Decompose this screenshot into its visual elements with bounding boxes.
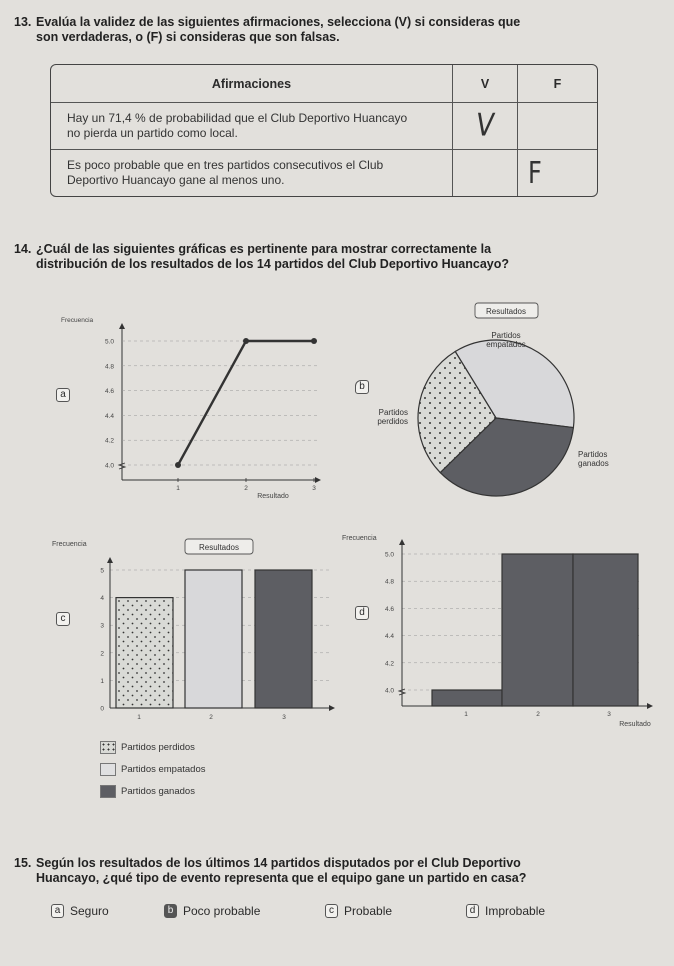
chart-c-bar-perdidos [116, 598, 173, 708]
header-v: V [453, 65, 518, 103]
chart-d-bar [432, 690, 502, 706]
chart-d-ytick-label: 4.8 [384, 578, 394, 586]
table-row [51, 150, 597, 196]
option-c-text: Probable [344, 903, 393, 918]
option-b-label[interactable]: b [355, 380, 369, 394]
question-15-text-line1: Según los resultados de los últimos 14 partidos disputados por el Club Deportivo [36, 856, 521, 870]
statement-cell [51, 150, 453, 196]
chart-c-ytick-label: 0 [100, 705, 104, 713]
chart-d-xtick-label: 1 [464, 711, 468, 718]
legend-empatados-text: Partidos empatados [121, 764, 206, 775]
chart-d-xtick-label: 2 [536, 711, 540, 718]
question-14-text-line1: ¿Cuál de las siguientes gráficas es pertinente para mostrar correctamente la [36, 242, 492, 256]
option-d-label[interactable]: d [355, 606, 369, 620]
statement-line1: Hay un 71,4 % de probabilidad que el Club Deportivo Huancayo [67, 111, 408, 125]
chart-d-ylabel: Frecuencia [342, 535, 377, 542]
chart-c-ytick-label: 5 [100, 567, 104, 575]
chart-a-ytick-label: 4.0 [104, 462, 114, 470]
chart-a-series-line [178, 341, 314, 465]
option-b[interactable] [164, 903, 260, 918]
option-a-text: Seguro [70, 903, 109, 918]
chart-d-bar [573, 554, 638, 706]
chart-b-label-perdidos-1: Partidos [378, 408, 408, 417]
chart-c-ytick-label: 1 [100, 677, 104, 685]
chart-b-label-ganados-2: ganados [578, 459, 609, 468]
option-c-box[interactable]: c [325, 904, 338, 918]
option-b-box-marked[interactable]: b [164, 904, 177, 918]
option-d[interactable] [466, 903, 545, 918]
question-14-number: 14. [14, 242, 32, 256]
chart-c-xtick-label: 1 [137, 714, 141, 721]
handwritten-f-mark: F [528, 155, 542, 191]
chart-a-ytick-label: 5.0 [104, 338, 114, 346]
chart-c-ylabel: Frecuencia [52, 541, 87, 548]
chart-a-ytick-label: 4.2 [104, 437, 114, 445]
chart-a-xtick-label: 1 [176, 485, 180, 492]
v-cell[interactable] [453, 150, 518, 196]
option-d-text: Improbable [485, 903, 546, 918]
chart-d-ytick-label: 4.0 [384, 687, 394, 695]
option-d-box[interactable]: d [466, 904, 479, 918]
question-13 [14, 15, 634, 45]
chart-a-xtick-label: 2 [244, 485, 248, 492]
question-14-text-line2: distribución de los resultados de los 14 partidos del Club Deportivo Huancayo? [36, 257, 509, 271]
chart-b-label-ganados-1: Partidos [578, 450, 608, 459]
question-13-number: 13. [14, 15, 32, 29]
header-f: F [518, 65, 597, 103]
chart-c-bar-ganados [255, 570, 312, 708]
afirmaciones-table [50, 64, 598, 197]
chart-b-label-empatados-2: empatados [486, 340, 526, 349]
option-c-label[interactable]: c [56, 612, 70, 626]
legend-perdidos-text: Partidos perdidos [121, 742, 195, 753]
v-cell[interactable] [453, 103, 518, 150]
question-13-text-line2: son verdaderas, o (F) si consideras que son falsas. [36, 30, 340, 44]
chart-c-ytick-label: 4 [100, 595, 104, 603]
chart-a-xtick-label: 3 [312, 485, 316, 492]
legend-swatch-dark [100, 785, 116, 798]
option-a[interactable] [51, 903, 109, 918]
chart-d-xlabel: Resultado [619, 721, 651, 728]
chart-c-ytick-label: 2 [100, 650, 104, 658]
statement-line2: Deportivo Huancayo gane al menos uno. [67, 173, 285, 187]
statement-cell [51, 103, 453, 150]
chart-c-xtick-label: 3 [282, 714, 286, 721]
question-15 [14, 856, 664, 886]
chart-d-xtick-label: 3 [607, 711, 611, 718]
chart-a-data-point [175, 462, 181, 468]
option-a-label[interactable]: a [56, 388, 70, 402]
f-cell[interactable] [518, 103, 597, 150]
chart-a-xlabel: Resultado [257, 493, 289, 500]
chart-a-ytick-label: 4.6 [104, 388, 114, 396]
chart-c-bar-empatados [185, 570, 242, 708]
option-a-box[interactable]: a [51, 904, 64, 918]
chart-d [342, 532, 662, 742]
chart-a-ylabel: Frecuencia [61, 317, 94, 324]
legend-perdidos [100, 741, 195, 754]
legend-empatados [100, 763, 206, 776]
chart-b-label-empatados-1: Partidos [491, 331, 521, 340]
statement-line2: no pierda un partido como local. [67, 126, 238, 140]
f-cell[interactable] [518, 150, 597, 196]
legend-ganados [100, 785, 195, 798]
statement-line1: Es poco probable que en tres partidos consecutivos el Club [67, 158, 384, 172]
option-c[interactable] [325, 903, 392, 918]
chart-d-ytick-label: 4.6 [384, 605, 394, 613]
legend-ganados-text: Partidos ganados [121, 786, 195, 797]
chart-c-ytick-label: 3 [100, 622, 104, 630]
question-13-text-line1: Evalúa la validez de las siguientes afirmaciones, selecciona (V) si consideras que [36, 15, 521, 29]
chart-a-ytick-label: 4.4 [104, 412, 114, 420]
question-14 [14, 242, 654, 272]
chart-c-xtick-label: 2 [209, 714, 213, 721]
table-row [51, 103, 597, 150]
chart-a-ytick-label: 4.8 [104, 363, 114, 371]
question-15-text-line2: Huancayo, ¿qué tipo de evento representa que el equipo gane un partido en casa? [36, 871, 527, 885]
chart-a-axis-break [119, 463, 125, 469]
chart-a-data-point [311, 338, 317, 344]
chart-c-title: Resultados [198, 543, 240, 552]
handwritten-v-mark: V [473, 108, 497, 144]
chart-d-ytick-label: 4.2 [384, 660, 394, 668]
legend-swatch-dotted [100, 741, 116, 754]
chart-a-data-point [243, 338, 249, 344]
chart-b-label-perdidos-2: perdidos [377, 417, 408, 426]
chart-d-ytick-label: 5.0 [384, 551, 394, 559]
chart-a [58, 308, 328, 508]
chart-d-bar [502, 554, 573, 706]
chart-b [378, 300, 608, 500]
chart-d-ytick-label: 4.4 [384, 633, 394, 641]
question-15-number: 15. [14, 856, 32, 870]
chart-b-title: Resultados [485, 307, 527, 316]
chart-c [52, 536, 342, 726]
option-b-text: Poco probable [183, 903, 261, 918]
legend-swatch-light [100, 763, 116, 776]
header-afirmaciones: Afirmaciones [51, 65, 453, 103]
